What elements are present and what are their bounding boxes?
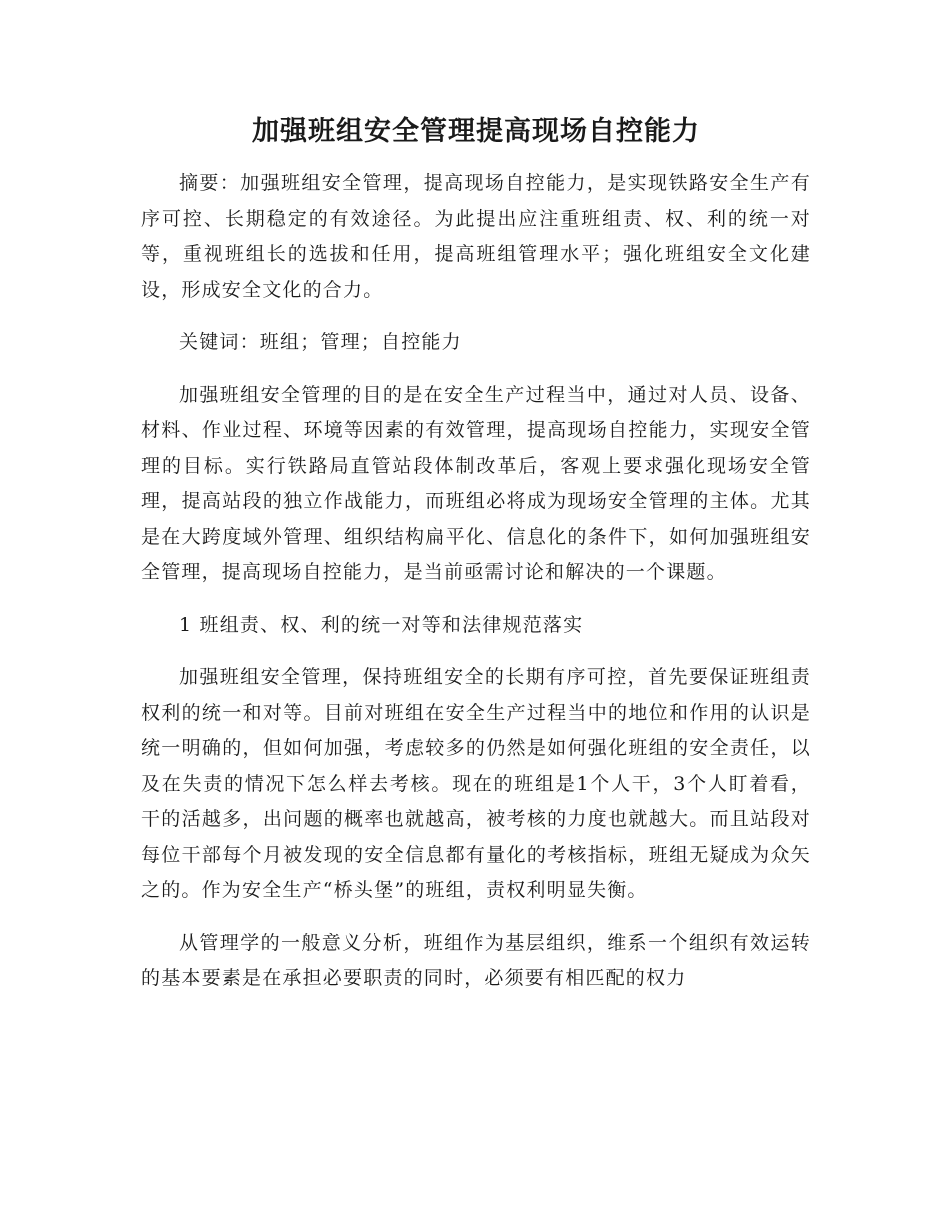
- body-paragraph: 从管理学的一般意义分析，班组作为基层组织，维系一个组织有效运转的基本要素是在承担必要职责的同时，必须要有相匹配的权力: [141, 931, 811, 989]
- intro-paragraph: 加强班组安全管理的目的是在安全生产过程当中，通过对人员、设备、材料、作业过程、环境等因素的有效管理，提高现场自控能力，实现安全管理的目标。实行铁路局直管站段体制改革后，客观上要求强化现场安全管理，提高站段的独立作战能力，而班组必将成为现场安全管理的主体。尤其是在大跨度域外管理、组织结构扁平化、信息化的条件下，如何加强班组安全管理，提高现场自控能力，是当前亟需讨论和解决的一个课题。: [141, 383, 811, 583]
- abstract-paragraph: 摘要：加强班组安全管理，提高现场自控能力，是实现铁路安全生产有序可控、长期稳定的有效途径。为此提出应注重班组责、权、利的统一对等，重视班组长的选拔和任用，提高班组管理水平；强化班组安全文化建设，形成安全文化的合力。: [141, 172, 811, 301]
- document-title: 加强班组安全管理提高现场自控能力: [252, 116, 700, 147]
- keywords-paragraph: 关键词：班组；管理；自控能力: [179, 331, 462, 353]
- body-paragraph: 加强班组安全管理，保持班组安全的长期有序可控，首先要保证班组责权利的统一和对等。目前对班组在安全生产过程当中的地位和作用的认识是统一明确的，但如何加强，考虑较多的仍然是如何强化班组的安全责任，以及在失责的情况下怎么样去考核。现在的班组是1个人干，3个人盯着看，干的活越多，出问题的概率也就越高，被考核的力度也就越大。而且站段对每位干部每个月被发现的安全信息都有量化的考核指标，班组无疑成为众矢之的。作为安全生产“桥头堡”的班组，责权利明显失衡。: [141, 666, 811, 901]
- document-body: [141, 112, 811, 1014]
- section-heading-1: 1 班组责、权、利的统一对等和法律规范落实: [179, 613, 584, 636]
